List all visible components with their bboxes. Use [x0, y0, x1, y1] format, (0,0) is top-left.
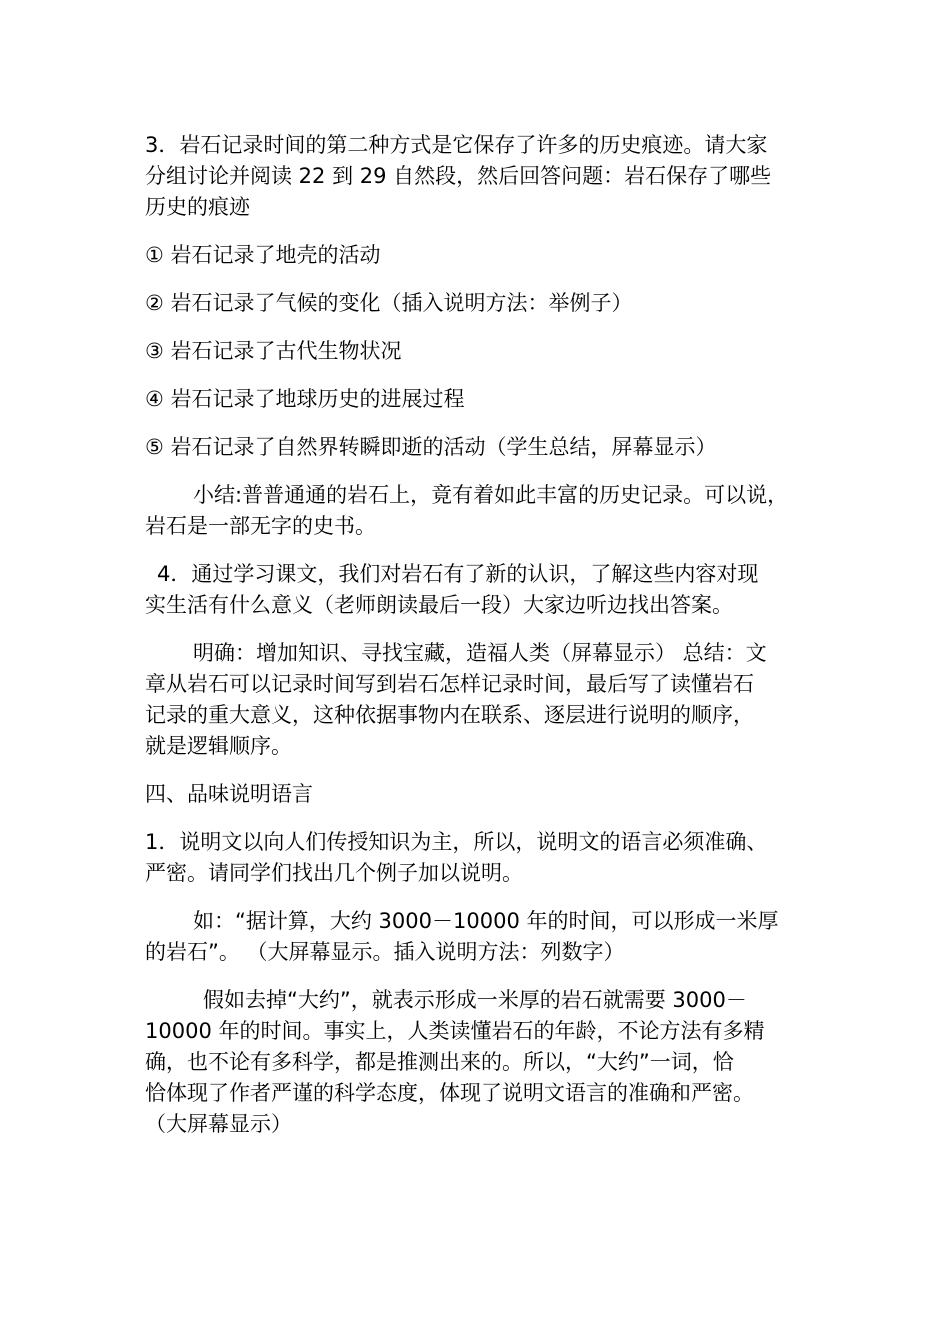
- paragraph-summary: [145, 480, 815, 542]
- list-item-5: [145, 432, 815, 463]
- text-line: 恰体现了作者严谨的科学态度，体现了说明文语言的准确和严密。: [145, 1081, 754, 1105]
- text-line: 就是逻辑顺序。: [145, 734, 292, 758]
- text-line: 的岩石”。 （大屏幕显示。插入说明方法：列数字）: [145, 940, 625, 964]
- list-item-4: [145, 384, 815, 415]
- text-line: （大屏幕显示）: [145, 1112, 292, 1136]
- paragraph-question-4: [145, 559, 815, 621]
- section-heading: [145, 779, 815, 810]
- text-line: 岩石是一部无字的史书。: [145, 514, 376, 538]
- text-line: 假如去掉“大约”，就表示形成一米厚的岩石就需要 3000－: [203, 988, 747, 1012]
- text-line: 严密。请同学们找出几个例子加以说明。: [145, 861, 523, 885]
- text-line: 章从岩石可以记录时间写到岩石怎样记录时间，最后写了读懂岩石: [145, 672, 754, 696]
- paragraph-item-1: [145, 827, 815, 889]
- text-line: 1．说明文以向人们传授知识为主，所以，说明文的语言必须准确、: [145, 830, 768, 854]
- text-line: 历史的痕迹: [145, 195, 250, 219]
- text-line: 实生活有什么意义（老师朗读最后一段）大家边听边找出答案。: [145, 593, 733, 617]
- text-line: 四、品味说明语言: [145, 782, 313, 806]
- text-line: 确，也不论有多科学，都是推测出来的。所以，“大约”一词，恰: [145, 1050, 734, 1074]
- paragraph-clarification: [145, 638, 815, 762]
- text-line: ① 岩石记录了地壳的活动: [145, 243, 381, 267]
- text-line: ④ 岩石记录了地球历史的进展过程: [145, 387, 465, 411]
- text-line: ② 岩石记录了气候的变化（插入说明方法：举例子）: [145, 291, 633, 315]
- list-item-1: [145, 240, 815, 271]
- paragraph-analysis: [145, 985, 815, 1140]
- text-line: 3．岩石记录时间的第二种方式是它保存了许多的历史痕迹。请大家: [145, 133, 768, 157]
- list-item-2: [145, 288, 815, 319]
- text-line: 明确：增加知识、寻找宝藏，造福人类（屏幕显示） 总结：文: [193, 641, 767, 665]
- list-item-3: [145, 336, 815, 367]
- text-line: 分组讨论并阅读 22 到 29 自然段，然后回答问题：岩石保存了哪些: [145, 164, 772, 188]
- text-line: 10000 年的时间。事实上，人类读懂岩石的年龄，不论方法有多精: [145, 1019, 765, 1043]
- text-line: ③ 岩石记录了古代生物状况: [145, 339, 402, 363]
- text-line: 小结:普普通通的岩石上，竟有着如此丰富的历史记录。可以说，: [193, 483, 789, 507]
- text-line: 如：“据计算，大约 3000－10000 年的时间，可以形成一米厚: [193, 909, 779, 933]
- text-line: ⑤ 岩石记录了自然界转瞬即逝的活动（学生总结，屏幕显示）: [145, 435, 717, 459]
- paragraph-question-3: [145, 130, 815, 223]
- text-line: 4．通过学习课文，我们对岩石有了新的认识，了解这些内容对现: [157, 562, 759, 586]
- text-line: 记录的重大意义，这种依据事物内在联系、逐层进行说明的顺序，: [145, 703, 754, 727]
- paragraph-example: [145, 906, 815, 968]
- document-page: [145, 130, 815, 1157]
